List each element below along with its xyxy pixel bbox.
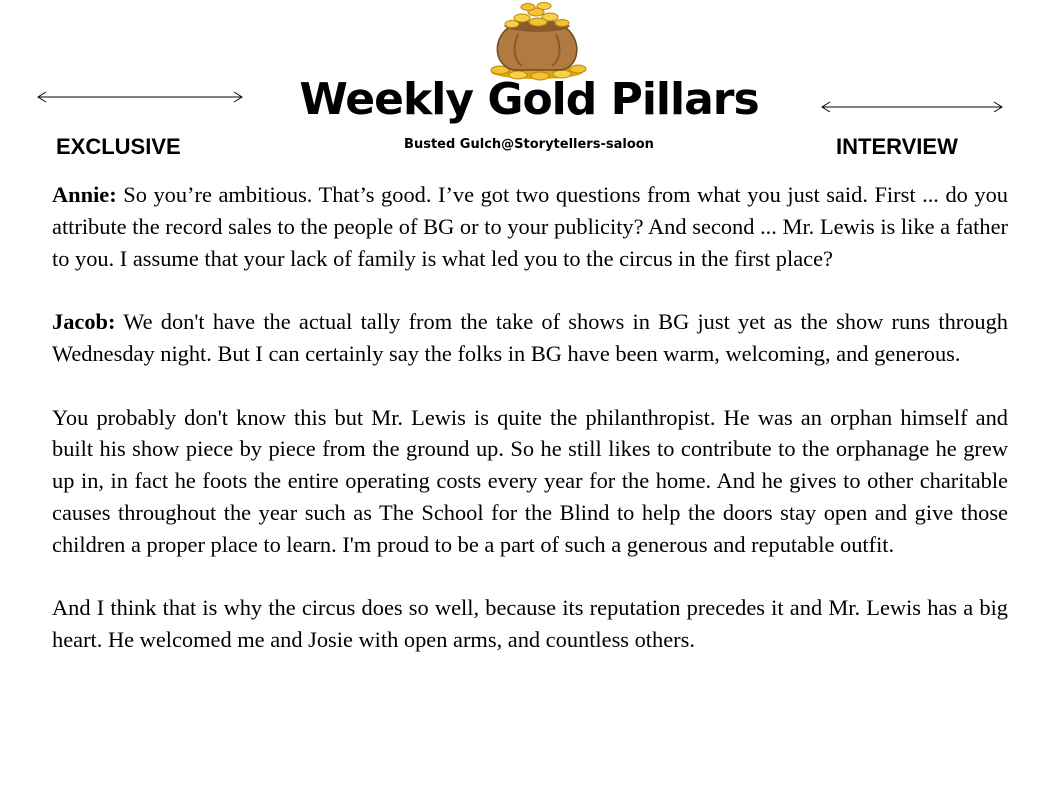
speaker-jacob: Jacob:	[52, 309, 116, 335]
double-arrow-left-icon	[36, 89, 244, 105]
article-body	[52, 179, 1008, 688]
paragraph-text: We don't have the actual tally from the take of shows in BG just yet as the show runs through Wednesday night. But I can certainly say the folks in BG have been warm, welcoming, and generous.	[52, 309, 1008, 366]
interview-label: INTERVIEW	[836, 134, 958, 159]
paragraph-annie	[52, 179, 1008, 274]
paragraph-philanthropy	[52, 402, 1008, 561]
paragraph-text: You probably don't know this but Mr. Lewis is quite the philanthropist. He was an orphan himself and built his show piece by piece from the ground up. So he still likes to contribute to the orphanage he grew up in, in fact he foots the entire operating costs every year for the home. And he gives to other charitable causes throughout the year such as The School for the Blind to help the doors stay open and give those children a proper place to learn. I'm proud to be a part of such a generous and reputable outfit.	[52, 404, 1008, 557]
exclusive-label: EXCLUSIVE	[56, 134, 181, 159]
paragraph-jacob	[52, 306, 1008, 370]
paragraph-reputation	[52, 592, 1008, 656]
double-arrow-right-icon	[820, 99, 1004, 115]
byline: Busted Gulch@Storytellers-saloon	[404, 137, 654, 152]
paragraph-text: And I think that is why the circus does so well, because its reputation precedes it and Mr. Lewis has a big heart. He welcomed me and Josie with open arms, and countless others.	[52, 595, 1008, 653]
page-title: Weekly Gold Pillars	[299, 74, 759, 125]
paragraph-text: So you’re ambitious. That’s good. I’ve got two questions from what you just said. First ... do you attribute the record sales to the people of BG or to your publicity? And second ... Mr. Lewis is like a father to you. I assume that your lack of family is what led you to the circus in the first place?	[52, 182, 1008, 271]
speaker-annie: Annie:	[52, 182, 117, 207]
